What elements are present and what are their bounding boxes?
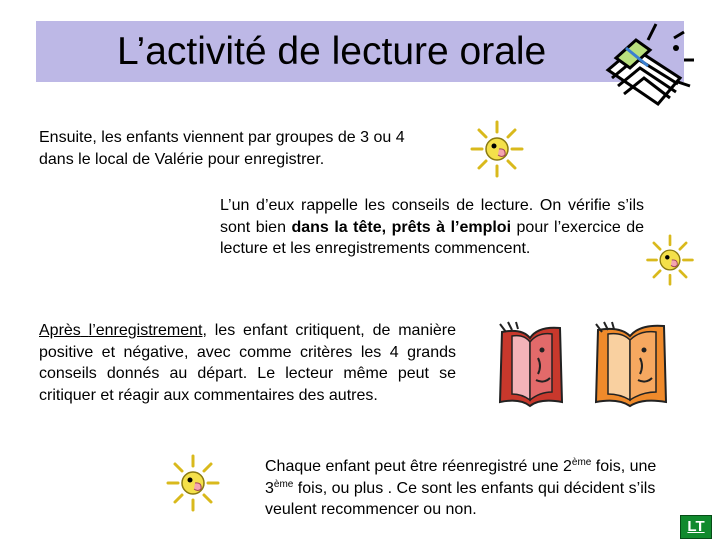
reading-face-left-icon <box>492 320 568 410</box>
sun-face-icon <box>164 452 222 514</box>
sun-face-icon <box>468 118 526 180</box>
paragraph-critique: Après l’enregistrement, les enfant critiquent, de manière positive et négative, avec comme critères les 4 grands conseils donnés au départ. Le lecteur même peut se critiquer et réagir aux commentaires des autres. <box>39 322 456 404</box>
sun-face-icon <box>644 232 696 288</box>
reading-face-right-icon <box>590 320 672 410</box>
paragraph-rappel: L’un d’eux rappelle les conseils de lecture. On vérifie s’ils sont bien dans la tête, prêts à l’emploi pour l’exercice de lecture et les enregistrements commencent. <box>220 197 645 257</box>
reading-book-icon <box>596 18 700 122</box>
paragraph-intro: Ensuite, les enfants viennent par groupes de 3 ou 4 dans le local de Valérie pour enregistrer. <box>39 129 405 168</box>
page-title: L’activité de lecture orale <box>117 30 547 73</box>
lt-nav-button[interactable]: LT <box>680 515 712 539</box>
paragraph-reenregistrement: Chaque enfant peut être réenregistré une 2ème fois, une 3ème fois, ou plus . Ce sont les enfants qui décident s’ils veulent recommencer ou non. <box>265 457 657 518</box>
